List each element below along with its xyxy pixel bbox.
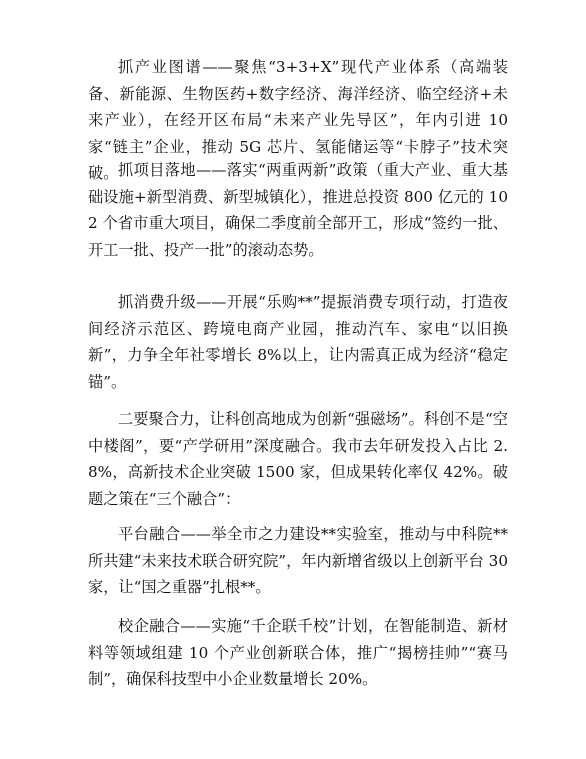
paragraph-text: 抓产业图谱——聚焦“3+3+X”现代产业体系（高端装备、新能源、生物医药+数字经济、海洋经济、临空经济+未来产业），在经开区布局“未来产业先导区”，年内引进 10 家“链主”企业，推动 5G 芯片、氢能储运等“卡脖子”技术突破。 (88, 58, 508, 182)
paragraph-school-enterprise-integration (88, 613, 508, 693)
paragraph-project-landing (88, 157, 508, 263)
paragraph-text: 平台融合——举全市之力建设**实验室，推动与中科院**所共建“未来技术联合研究院”，年内新增省级以上创新平台 30 家，让“国之重器”扎根**。 (88, 525, 508, 596)
paragraph-text: 抓项目落地——落实“两重两新”政策（重大产业、重大基础设施+新型消费、新型城镇化），推进总投资 800 亿元的 102 个省市重大项目，确保二季度前全部开工，形成“签约一批、开工一批、投产一批”的滚动态势。 (88, 161, 508, 259)
paragraph-text: 抓消费升级——开展“乐购**”提振消费专项行动，打造夜间经济示范区、跨境电商产业园，推动汽车、家电“以旧换新”，力争全年社零增长 8%以上，让内需真正成为经济“稳定锚”。 (88, 293, 508, 391)
paragraph-joint-force (88, 406, 508, 512)
paragraph-consumption-upgrade (88, 289, 508, 395)
paragraph-platform-integration (88, 521, 508, 601)
paragraph-text: 二要聚合力，让科创高地成为创新“强磁场”。科创不是“空中楼阁”，要“产学研用”深度融合。我市去年研发投入占比 2.8%，高新技术企业突破 1500 家，但成果转化率仅 42%。破题之策在“三个融合”： (88, 410, 508, 508)
paragraph-text: 校企融合——实施“千企联千校”计划，在智能制造、新材料等领域组建 10 个产业创新联合体，推广“揭榜挂帅”“赛马制”，确保科技型中小企业数量增长 20%。 (88, 617, 508, 688)
